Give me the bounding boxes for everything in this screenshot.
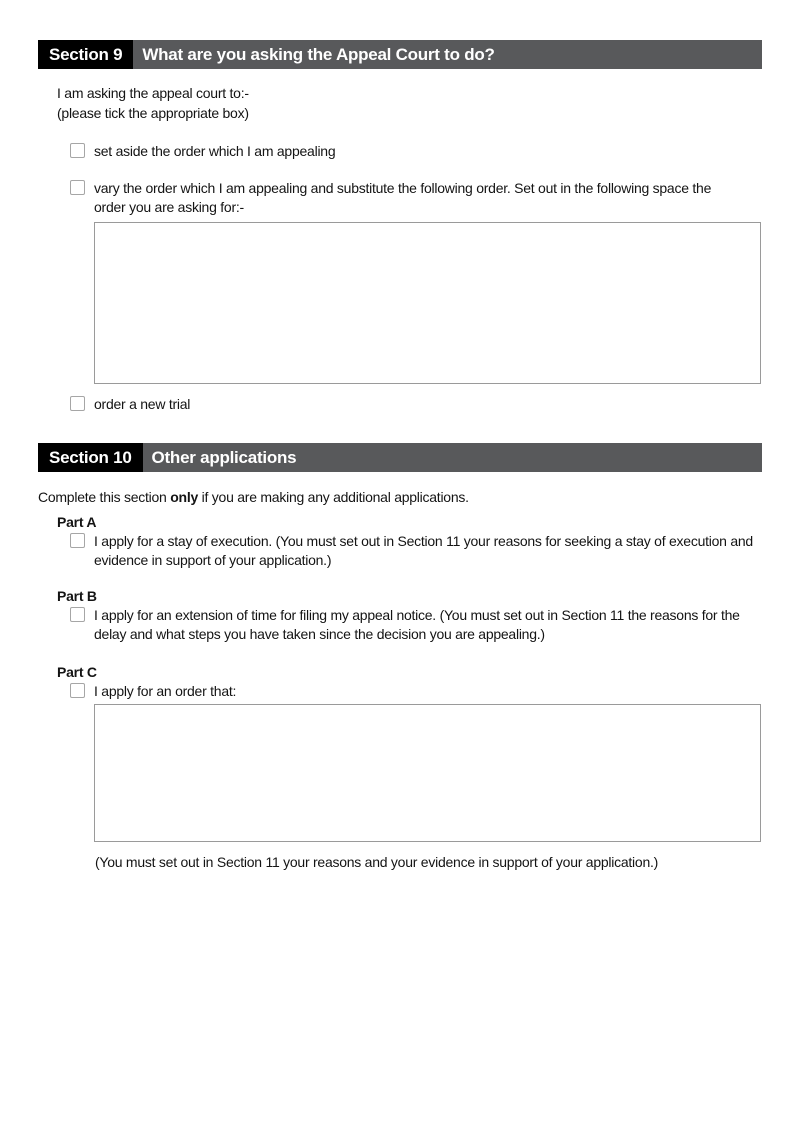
part-a-checkbox[interactable]: [70, 533, 85, 548]
section9-intro-line2: (please tick the appropriate box): [57, 105, 249, 121]
section10-title: Other applications: [143, 443, 762, 472]
order-that-textbox[interactable]: [94, 704, 761, 842]
section10-label: Section 10: [38, 443, 143, 472]
section9-header: [38, 40, 762, 69]
new-trial-checkbox[interactable]: [70, 396, 85, 411]
part-c-heading: Part C: [57, 664, 97, 680]
vary-order-checkbox[interactable]: [70, 180, 85, 195]
part-c-checkbox[interactable]: [70, 683, 85, 698]
section10-header: [38, 443, 762, 472]
part-c-col: [94, 682, 761, 842]
part-b-heading: Part B: [57, 588, 97, 604]
vary-order-col: [94, 179, 761, 384]
option-new-trial-row: [70, 395, 800, 414]
section10-intro-prefix: Complete this section: [38, 489, 171, 505]
part-c-label: I apply for an order that:: [94, 683, 237, 699]
section10-intro: [38, 487, 800, 507]
part-c-note: (You must set out in Section 11 your reasons and your evidence in support of your application.): [95, 854, 659, 870]
section9-title: What are you asking the Appeal Court to do?: [133, 40, 762, 69]
part-a-heading: Part A: [57, 514, 97, 530]
new-trial-label: order a new trial: [94, 396, 191, 412]
section9-label: Section 9: [38, 40, 133, 69]
part-b-label: I apply for an extension of time for filing my appeal notice. (You must set out in Section 11 the reasons for the delay and what steps you have taken since the decision you are appealing.): [94, 607, 740, 642]
vary-order-textbox[interactable]: [94, 222, 761, 384]
section10-intro-bold: only: [170, 489, 199, 505]
part-a-label: I apply for a stay of execution. (You must set out in Section 11 your reasons for seeking a stay of execution and evidence in support of your application.): [94, 533, 753, 568]
section10-intro-suffix: if you are making any additional applications.: [198, 489, 469, 505]
section9-intro-line1: I am asking the appeal court to:-: [57, 85, 249, 101]
part-b-row: [70, 606, 800, 644]
set-aside-label: set aside the order which I am appealing: [94, 143, 336, 159]
set-aside-checkbox[interactable]: [70, 143, 85, 158]
vary-order-label: vary the order which I am appealing and substitute the following order. Set out in the following space the order you are asking for:-: [94, 180, 712, 215]
section9-intro: [57, 83, 800, 123]
option-set-aside-row: [70, 142, 800, 161]
option-vary-order-row: [70, 179, 800, 384]
part-c-row: [70, 682, 800, 842]
part-a-row: [70, 532, 800, 570]
part-b-checkbox[interactable]: [70, 607, 85, 622]
